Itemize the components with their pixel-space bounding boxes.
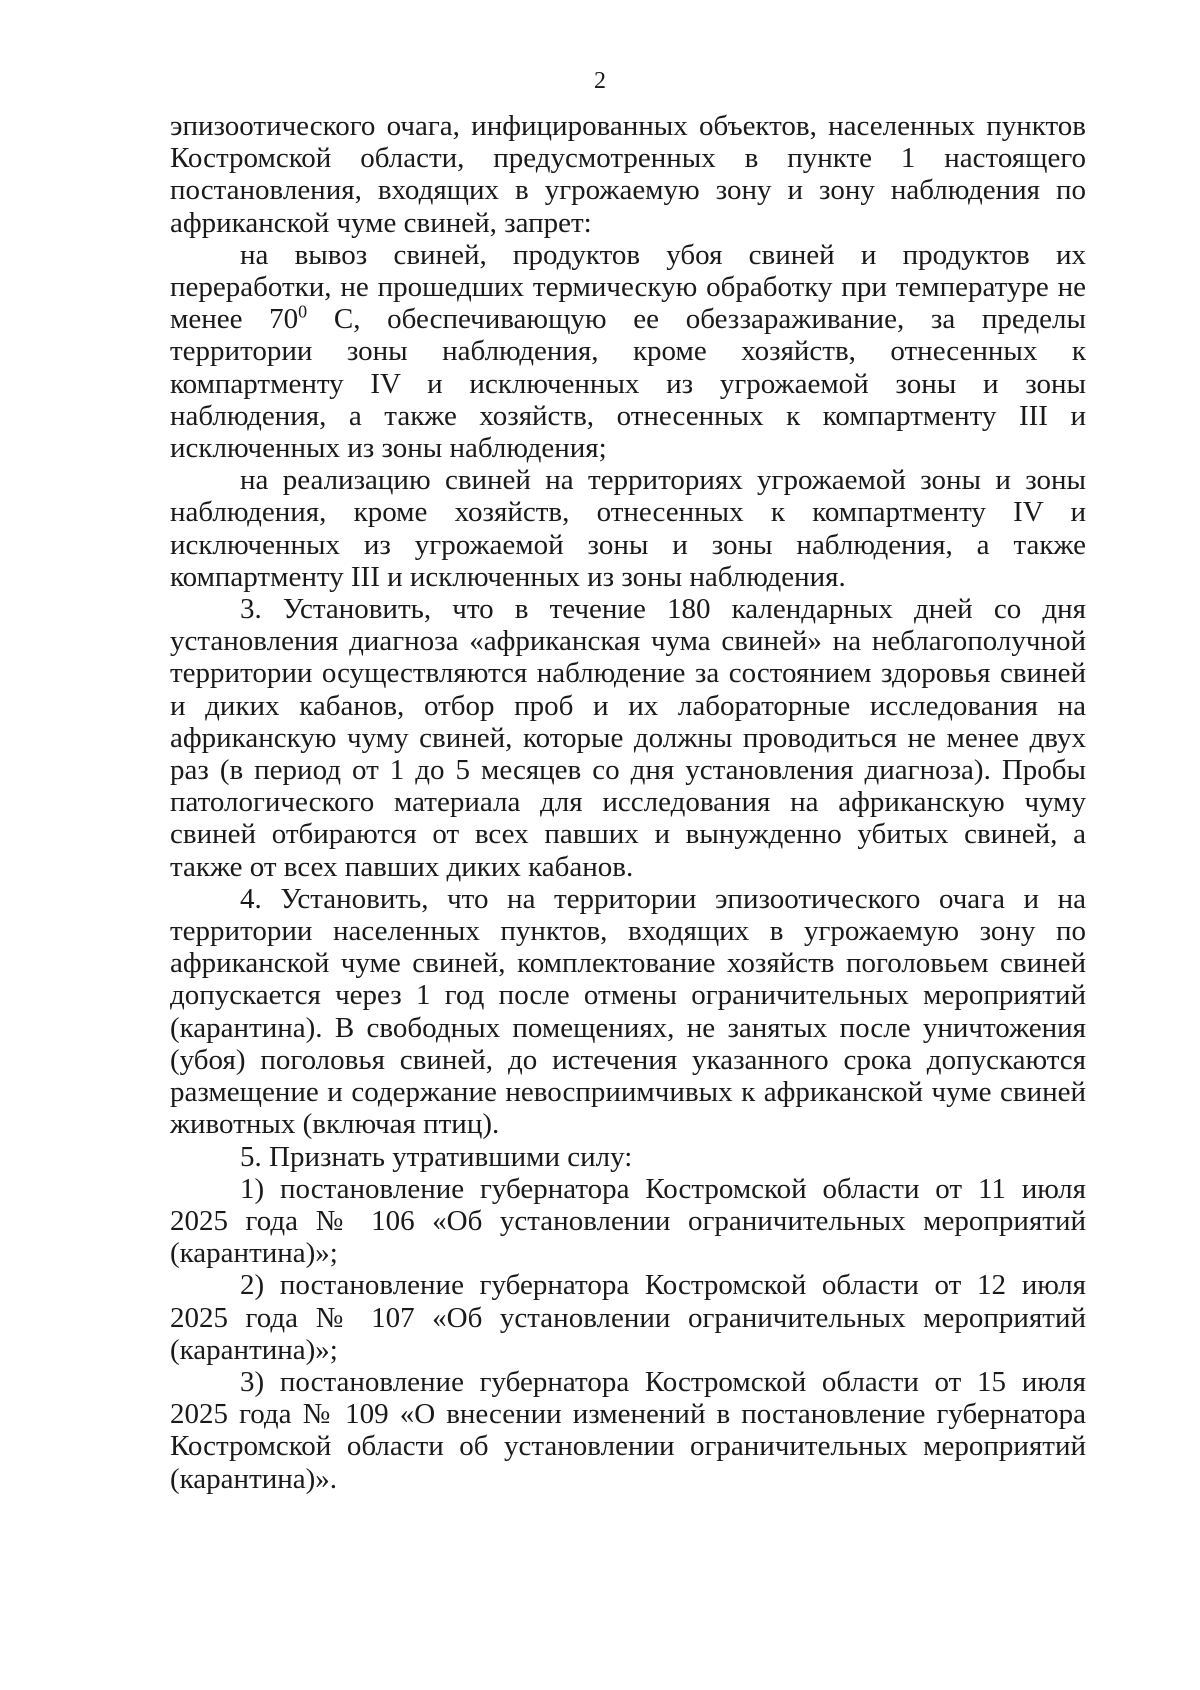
document-body [170, 110, 1086, 1495]
paragraph-text: С, обеспечивающую ее обеззараживание, за пределы территории зоны наблюдения, кроме хозяйств, отнесенных к компартменту IV и исключенных из угрожаемой зоны и зоны наблюдения, а также хозяйств, отнесенных к компартменту III и исключенных из зоны наблюдения; [170, 303, 1086, 465]
degree-superscript: 0 [298, 301, 308, 322]
paragraph-subitem-3: 3) постановление губернатора Костромской области от 15 июля 2025 года № 109 «О внесении изменений в постановление губернатора Костромской области об установлении ограничительных мероприятий (карантина)». [170, 1365, 1086, 1495]
paragraph-text: на вывоз свиней, продуктов убоя свиней и продуктов их переработки, не прошедших термическую обработку при температуре не менее 70 [170, 238, 1086, 336]
paragraph-subitem-2: 2) постановление губернатора Костромской области от 12 июля 2025 года № 107 «Об установлении ограничительных мероприятий (карантина)»; [170, 1269, 1086, 1366]
paragraph-item-3: 3. Установить, что в течение 180 календарных дней со дня установления диагноза «африканская чума свиней» на неблагополучной территории осуществляются наблюдение за состоянием здоровья свиней и диких кабанов, отбор проб и их лабораторные исследования на африканскую чуму свиней, которые должны проводиться не менее двух раз (в период от 1 до 5 месяцев со дня установления диагноза). Пробы патологического материала для исследования на африканскую чуму свиней отбираются от всех павших и вынужденно убитых свиней, а также от всех павших диких кабанов. [170, 593, 1086, 883]
paragraph-sale-ban: на реализацию свиней на территориях угрожаемой зоны и зоны наблюдения, кроме хозяйств, отнесенных к компартменту IV и исключенных из угрожаемой зоны и зоны наблюдения, а также компартменту III и исключенных из зоны наблюдения. [170, 464, 1086, 593]
paragraph-item-5: 5. Признать утратившими силу: [240, 1140, 633, 1173]
paragraph-continuation: эпизоотического очага, инфицированных объектов, населенных пунктов Костромской области, предусмотренных в пункте 1 настоящего постановления, входящих в угрожаемую зону и зону наблюдения по африканской чуме свиней, запрет: [170, 110, 1086, 239]
paragraph-export-ban [170, 239, 1086, 464]
paragraph-item-4: 4. Установить, что на территории эпизоотического очага и на территории населенных пунктов, входящих в угрожаемую зону по африканской чуме свиней, комплектование хозяйств поголовьем свиней допускается через 1 год после отмены ограничительных мероприятий (карантина). В свободных помещениях, не занятых после уничтожения (убоя) поголовья свиней, до истечения указанного срока допускаются размещение и содержание невосприимчивых к африканской чуме свиней животных (включая птиц). [170, 882, 1086, 1141]
paragraph-subitem-1: 1) постановление губернатора Костромской области от 11 июля 2025 года № 106 «Об установлении ограничительных мероприятий (карантина)»; [170, 1172, 1086, 1270]
page-number: 2 [594, 68, 606, 94]
